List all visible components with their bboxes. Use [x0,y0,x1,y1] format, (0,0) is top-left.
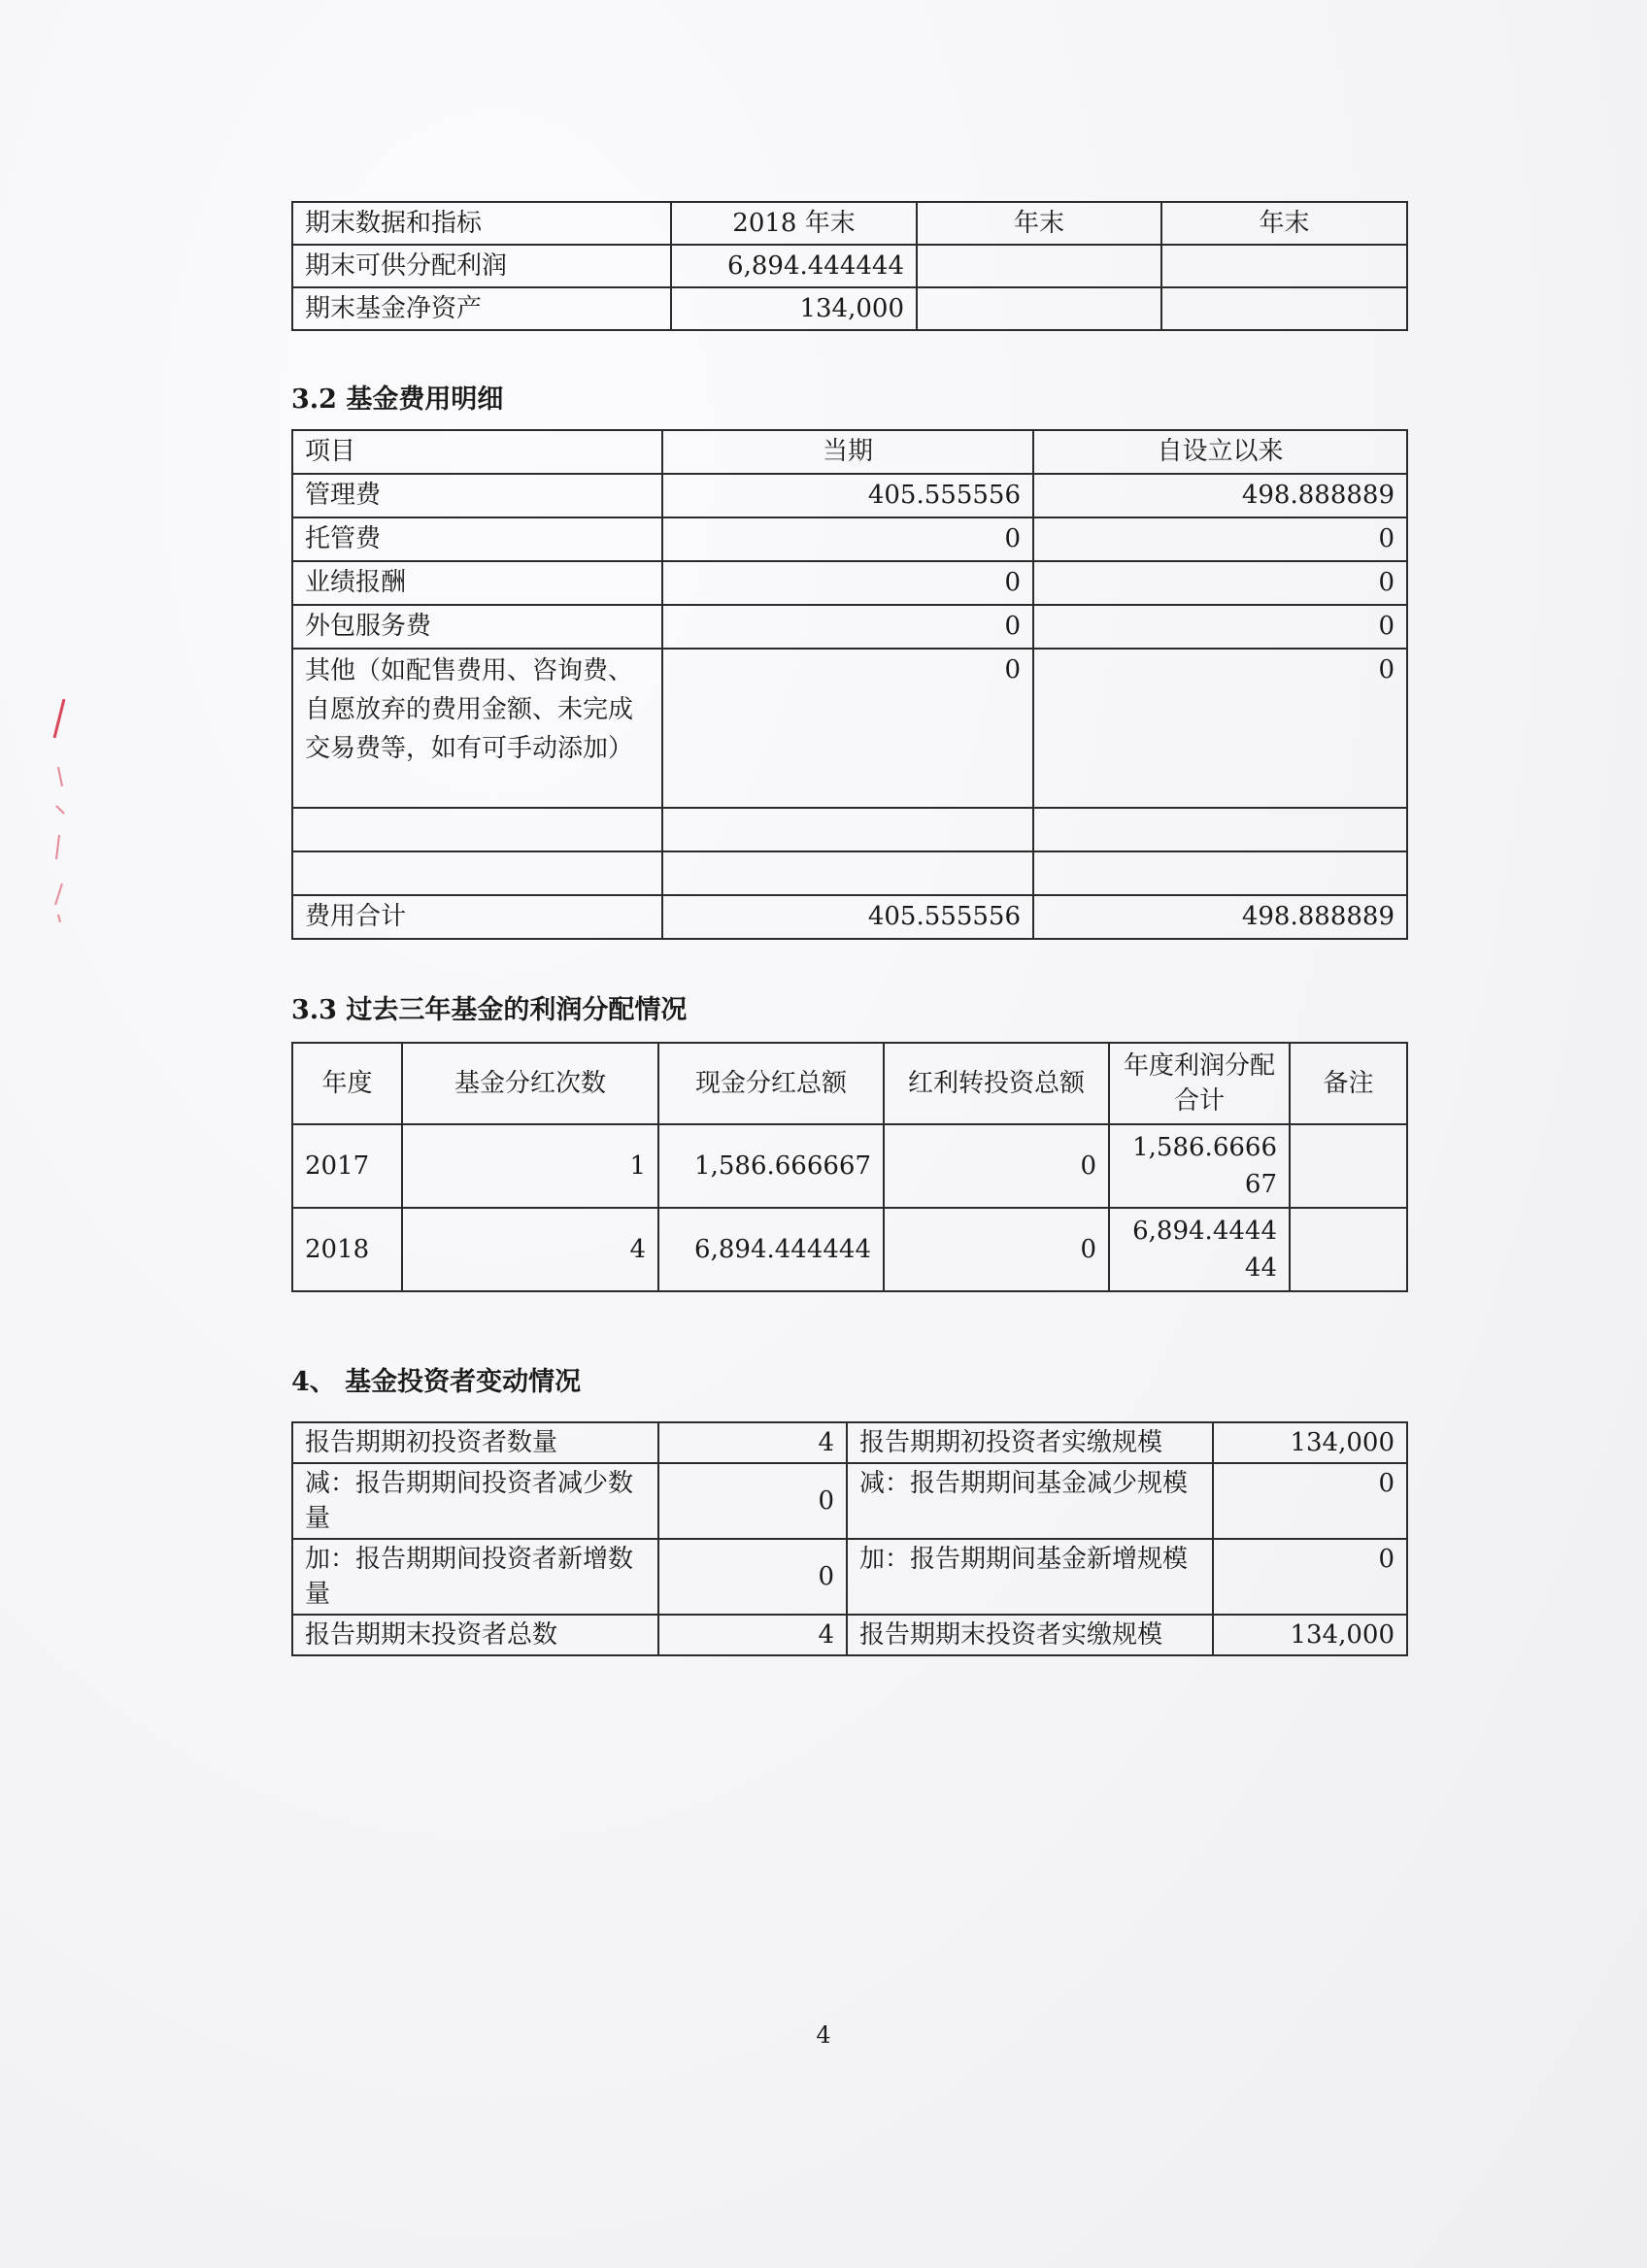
table-row [292,1539,1407,1615]
value-cell: 0 [1033,605,1407,649]
value-cell: 1,586.666667 [1109,1124,1290,1208]
value-cell: 134,000 [671,287,917,330]
row-label: 费用合计 [292,895,662,939]
note-cell [1290,1208,1407,1291]
note-cell [1290,1124,1407,1208]
value-cell: 6,894.444444 [658,1208,884,1291]
table-header-row [292,1043,1407,1124]
fund-expense-table [291,429,1408,940]
section-heading: 3.2 基金费用明细 [291,384,504,415]
row-label: 报告期期末投资者总数 [292,1615,658,1655]
row-label [292,851,662,895]
row-label: 加：报告期期间投资者新增数量 [292,1539,658,1615]
value-cell: 6,894.444444 [671,245,917,287]
row-label: 加：报告期期间基金新增规模 [847,1539,1213,1615]
year-cell: 2017 [292,1124,402,1208]
value-cell: 0 [884,1124,1109,1208]
header-cell: 备注 [1290,1043,1407,1124]
table-row [292,1124,1407,1208]
table-row [292,1615,1407,1655]
value-cell: 498.888889 [1033,474,1407,517]
value-cell: 134,000 [1213,1422,1407,1463]
header-cell: 项目 [292,430,662,474]
profit-distribution-table [291,1042,1408,1292]
value-cell: 0 [1033,561,1407,605]
year-cell: 2018 [292,1208,402,1291]
value-cell [917,245,1161,287]
value-cell [1161,245,1407,287]
table-row [292,895,1407,939]
value-cell: 0 [662,517,1033,561]
row-label: 托管费 [292,517,662,561]
value-cell: 0 [1213,1463,1407,1539]
row-label: 外包服务费 [292,605,662,649]
table-row [292,474,1407,517]
value-cell [662,808,1033,851]
period-end-metrics-table [291,201,1408,331]
value-cell: 0 [658,1539,847,1615]
value-cell [917,287,1161,330]
row-label [292,808,662,851]
value-cell: 0 [658,1463,847,1539]
value-cell: 0 [662,649,1033,808]
header-cell: 自设立以来 [1033,430,1407,474]
section-heading: 4、 基金投资者变动情况 [291,1367,582,1397]
red-stamp-mark [50,699,74,922]
header-cell: 年度 [292,1043,402,1124]
value-cell [1161,287,1407,330]
row-label: 报告期期末投资者实缴规模 [847,1615,1213,1655]
value-cell: 4 [402,1208,658,1291]
value-cell: 0 [884,1208,1109,1291]
value-cell: 6,894.444444 [1109,1208,1290,1291]
table-row [292,1422,1407,1463]
header-cell: 年末 [1161,202,1407,245]
row-label: 报告期期初投资者实缴规模 [847,1422,1213,1463]
table-row [292,1463,1407,1539]
header-cell: 现金分红总额 [658,1043,884,1124]
header-cell: 2018 年末 [671,202,917,245]
table-row [292,1208,1407,1291]
value-cell [662,851,1033,895]
row-label: 报告期期初投资者数量 [292,1422,658,1463]
table-row [292,808,1407,851]
table-row [292,605,1407,649]
value-cell: 498.888889 [1033,895,1407,939]
row-label: 期末可供分配利润 [292,245,671,287]
value-cell: 0 [662,605,1033,649]
row-label: 其他（如配售费用、咨询费、自愿放弃的费用金额、未完成交易费等，如有可手动添加） [292,649,662,808]
value-cell: 0 [1213,1539,1407,1615]
investor-change-table [291,1421,1408,1656]
value-cell: 0 [1033,517,1407,561]
value-cell: 134,000 [1213,1615,1407,1655]
header-cell: 年末 [917,202,1161,245]
row-label: 减：报告期期间基金减少规模 [847,1463,1213,1539]
table-row [292,561,1407,605]
value-cell: 1,586.666667 [658,1124,884,1208]
header-cell: 红利转投资总额 [884,1043,1109,1124]
table-header-row [292,430,1407,474]
value-cell: 405.555556 [662,474,1033,517]
header-cell: 期末数据和指标 [292,202,671,245]
header-cell: 基金分红次数 [402,1043,658,1124]
table-row [292,245,1407,287]
header-cell: 当期 [662,430,1033,474]
row-label: 减：报告期期间投资者减少数量 [292,1463,658,1539]
row-label: 管理费 [292,474,662,517]
table-row [292,287,1407,330]
row-label: 业绩报酬 [292,561,662,605]
row-label: 期末基金净资产 [292,287,671,330]
table-row [292,851,1407,895]
section-heading: 3.3 过去三年基金的利润分配情况 [291,995,688,1025]
value-cell [1033,851,1407,895]
header-cell: 年度利润分配合计 [1109,1043,1290,1124]
table-row [292,517,1407,561]
page-number: 4 [816,2021,831,2049]
value-cell: 405.555556 [662,895,1033,939]
value-cell: 1 [402,1124,658,1208]
page-content [291,201,1406,1656]
value-cell: 4 [658,1422,847,1463]
value-cell [1033,808,1407,851]
value-cell: 0 [662,561,1033,605]
table-row [292,649,1407,808]
value-cell: 0 [1033,649,1407,808]
value-cell: 4 [658,1615,847,1655]
table-header-row [292,202,1407,245]
